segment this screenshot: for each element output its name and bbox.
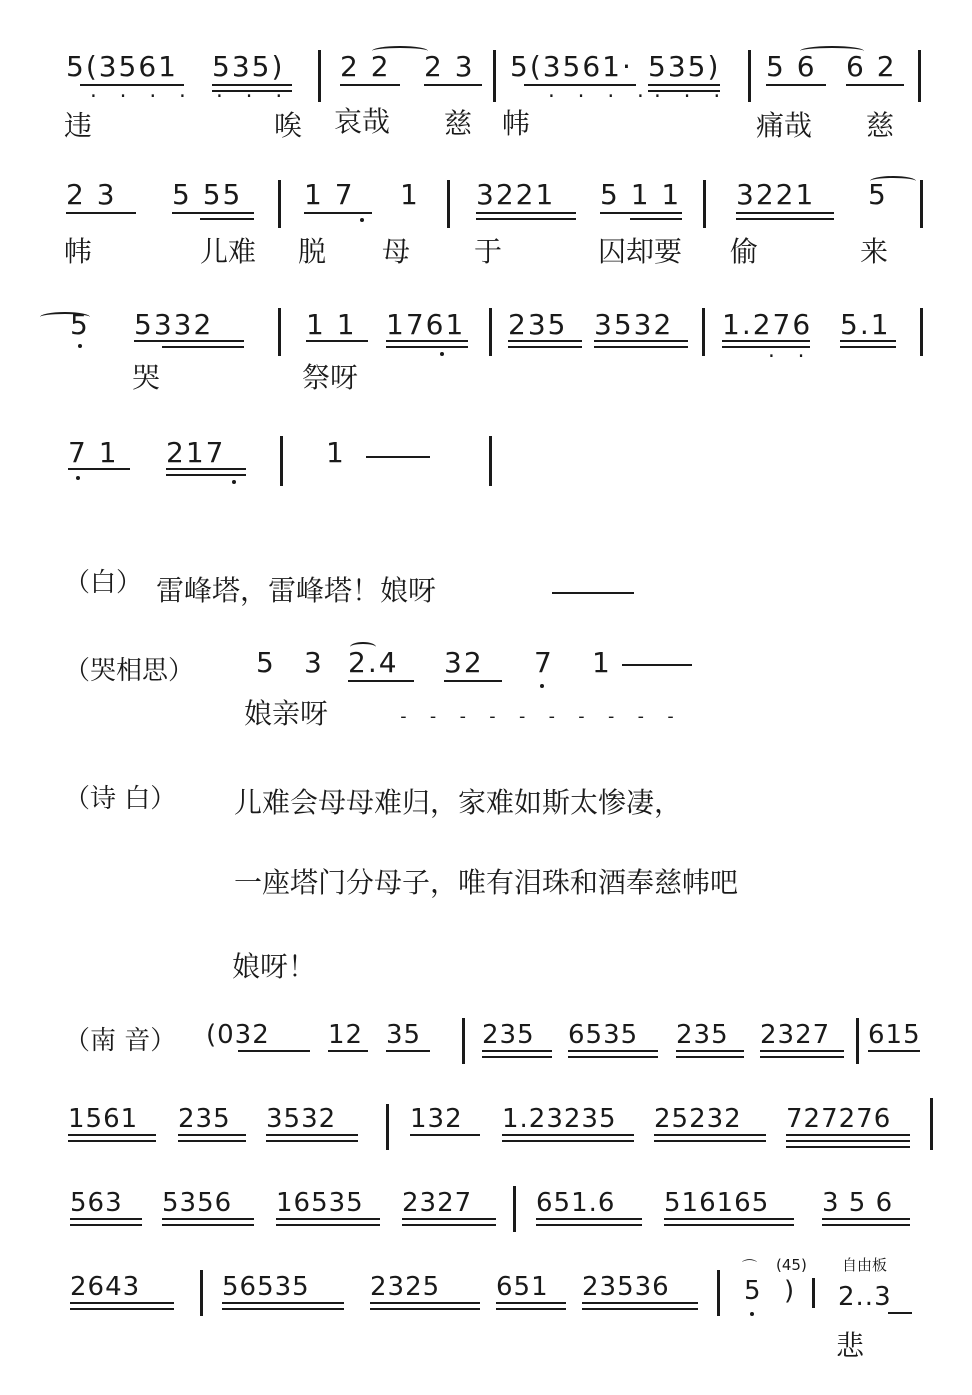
beam-line [306,340,368,342]
lyric: 慈 [444,107,473,140]
note-group: 3221 [476,178,556,211]
lyric: 母 [382,235,411,268]
beam-line [502,1140,634,1142]
extension-dash [552,592,634,594]
note-group: 3532 [266,1104,337,1134]
note-group: ) [784,1276,796,1306]
beam-line [482,1056,552,1058]
beam-line [348,680,414,682]
lyric: 违 [64,109,93,142]
dot-mark [232,480,236,484]
barline [918,50,921,102]
note-group: 7 1 [68,436,119,469]
beam-line [496,1302,566,1304]
extension-dots: - - - - - - - - - - [398,706,680,727]
note-group: 1 7 [304,178,355,211]
beam-line [736,218,834,220]
note-group: 1 [326,436,346,469]
barline [489,308,492,356]
lyric: 哀哉 [334,105,391,138]
note-group: 2 2 [340,50,391,83]
barline [702,308,705,356]
note-group: 1761 [386,308,466,341]
beam-line [822,1218,910,1220]
beam-line [508,340,582,342]
note-group: 1561 [68,1104,139,1134]
beam-line [386,346,468,348]
note-group: 32 [444,646,484,679]
lyric: 哭 [132,361,161,394]
lyric: 偷 [730,235,759,268]
lyric: 悲 [836,1329,865,1362]
octave-dots: · · · [214,86,289,107]
note-group: 3532 [594,308,674,341]
barline [318,50,321,102]
beam-line [766,84,826,86]
beam-line [162,1224,254,1226]
beam-line [410,1134,480,1136]
beam-line [786,1134,910,1136]
speech-text: 雷峰塔，雷峰塔！娘呀 [156,574,437,607]
lyric: 儿难 [200,235,257,268]
note-group: 651.6 [536,1188,616,1218]
tempo-mark: 自由板 [842,1256,888,1274]
note-group: 5 1 1 [600,178,682,211]
note-group: 5 55 [172,178,243,211]
beam-line [328,1050,368,1052]
beam-line [822,1224,910,1226]
lyric: 来 [860,235,889,268]
beam-line [786,1140,910,1142]
beam-line [582,1308,698,1310]
lyric: 祭呀 [302,361,359,394]
note-group: 563 [70,1188,123,1218]
barline [278,308,281,356]
beam-line [760,1050,844,1052]
beam-line [736,212,834,214]
beam-line [266,1134,358,1136]
beam-line [402,1218,496,1220]
beam-line [178,1134,246,1136]
beam-line [676,1050,744,1052]
note-group: 2.4 [348,646,399,679]
beam-line [386,1050,430,1052]
lyric: 慈 [866,109,895,142]
note-group: 5356 [162,1188,233,1218]
beam-line [70,1224,142,1226]
beam-line [134,340,244,342]
note-group: 615 [868,1020,921,1050]
octave-dots: · · · · [546,86,650,107]
note-group: 2327 [402,1188,473,1218]
lyric: 脱 [298,235,327,268]
beam-line [370,1302,480,1304]
note-group: 5.1 [840,308,891,341]
poem-line: 儿难会母母难归，家难如斯太惨凄， [234,786,683,819]
note-group: 535) [212,50,285,83]
barline [278,180,281,228]
beam-line [70,1218,142,1220]
octave-dots: · · · · [88,86,192,107]
beam-line [424,84,482,86]
note-group: 5332 [134,308,214,341]
note-group: 1 [400,178,420,211]
note-group: 535) [648,50,721,83]
note-group: 23536 [582,1272,670,1302]
section-label: （白） [64,568,143,598]
dot-mark [76,476,80,480]
beam-line [266,1140,358,1142]
barline [930,1098,933,1150]
beam-line [162,346,244,348]
note-group: 2327 [760,1020,831,1050]
beam-line [654,1140,766,1142]
lyric: 唉 [274,109,303,142]
barline [493,50,496,102]
beam-line [222,1302,344,1304]
beam-line [166,474,246,476]
note-group: 727276 [786,1104,892,1134]
note-group: 516165 [664,1188,770,1218]
tie-mark [870,176,916,186]
beam-line [840,340,896,342]
barline [920,308,923,356]
barline [812,1278,815,1308]
beam-line [172,212,254,214]
beam-line [276,1224,380,1226]
beam-line [476,218,576,220]
beam-line [340,84,400,86]
note-group: 2325 [370,1272,441,1302]
note-group: 2643 [70,1272,141,1302]
beam-line [536,1224,642,1226]
note-group: 217 [166,436,226,469]
beam-line [444,680,502,682]
barline [280,436,283,486]
note-group: 3221 [736,178,816,211]
note-group: 5 6 [766,50,817,83]
beam-line [760,1056,844,1058]
beam-line [482,1050,552,1052]
beam-line [664,1224,794,1226]
barline [513,1186,516,1232]
note-group: 25232 [654,1104,742,1134]
beam-line [238,1050,310,1052]
beam-line [370,1308,480,1310]
beam-line [162,1218,254,1220]
note-group: 651 [496,1272,549,1302]
barline [920,180,923,228]
barline [200,1270,203,1316]
beam-line [536,1218,642,1220]
beam-line [630,218,682,220]
beam-line [654,1134,766,1136]
beam-line [178,1140,246,1142]
beam-line [200,218,254,220]
barline [447,180,450,228]
beam-line [888,1312,912,1314]
note-group: 1 [592,646,612,679]
barline [703,180,706,228]
beam-line [568,1056,658,1058]
extension-dash [366,456,430,458]
dot-mark [440,352,444,356]
barline [856,1018,859,1064]
beam-line [676,1056,744,1058]
note-group: 1.23235 [502,1104,617,1134]
note-group: 132 [410,1104,463,1134]
beam-line [496,1308,566,1310]
note-group: 5 [868,178,888,211]
count-mark: (45) [776,1256,807,1274]
beam-line [582,1302,698,1304]
beam-line [68,1140,156,1142]
extension-dash [622,664,692,666]
barline [462,1018,465,1064]
note-group: 1 1 [306,308,357,341]
barline [717,1270,720,1316]
lyric: 帏 [64,235,93,268]
beam-line [664,1218,794,1220]
lyric: 帏 [502,107,531,140]
beam-line [868,1050,920,1052]
beam-line [166,468,246,470]
tie-mark [372,46,428,56]
beam-line [68,468,130,470]
barline [748,50,751,102]
beam-line [594,340,688,342]
beam-line [402,1224,496,1226]
beam-line [722,340,810,342]
beam-line [568,1050,658,1052]
beam-line [70,1302,174,1304]
note-group: 12 [328,1020,364,1050]
barline [386,1104,389,1150]
octave-dots: · · [766,346,811,367]
note-group: 5(3561 [66,50,178,83]
dot-mark [540,684,544,688]
beam-line [508,346,582,348]
beam-line [594,346,688,348]
fermata-mark: ⌒ [742,1258,758,1276]
note-group: 2 3 [424,50,475,83]
dot-mark [78,344,82,348]
dot-mark [360,218,364,222]
note-group: 16535 [276,1188,364,1218]
lyric: 于 [474,235,503,268]
beam-line [276,1218,380,1220]
note-group: 5 [744,1276,762,1306]
beam-line [600,212,682,214]
beam-line [70,1308,174,1310]
note-group: (032 [206,1020,270,1050]
dot-mark [750,1312,754,1316]
note-group: 5 [256,646,276,679]
note-group: 235 [676,1020,729,1050]
note-group: 3 [304,646,324,679]
barline [489,436,492,486]
note-group: 6535 [568,1020,639,1050]
beam-line [222,1308,344,1310]
note-group: 5 [70,308,90,341]
beam-line [66,212,136,214]
note-group: 235 [508,308,568,341]
beam-line [476,212,576,214]
note-group: 1.276 [722,308,813,341]
note-group: 35 [386,1020,422,1050]
note-group: 2..3 [838,1282,892,1312]
beam-line [386,340,468,342]
poem-line: 一座塔门分母子，唯有泪珠和酒奉慈帏吧 [234,866,739,899]
section-label: （南 音） [64,1026,177,1056]
note-group: 2 3 [66,178,117,211]
poem-line: 娘呀！ [232,950,317,983]
octave-dots: · · · [652,86,727,107]
note-group: 56535 [222,1272,310,1302]
lyric: 娘亲呀 [244,697,329,730]
note-group: 3 5 6 [822,1188,894,1218]
beam-line [502,1134,634,1136]
note-group: 235 [178,1104,231,1134]
note-group: 7 [534,646,554,679]
beam-line [304,212,372,214]
lyric: 囚却要 [598,235,683,268]
note-group: 235 [482,1020,535,1050]
beam-line [68,1134,156,1136]
section-label: （哭相思） [64,656,195,686]
beam-line [846,84,904,86]
lyric: 痛哉 [756,109,813,142]
beam-line [840,346,896,348]
beam-line [786,1146,910,1148]
note-group: 6 2 [846,50,897,83]
section-label: （诗 白） [64,784,177,814]
note-group: 5(3561· [510,50,633,83]
